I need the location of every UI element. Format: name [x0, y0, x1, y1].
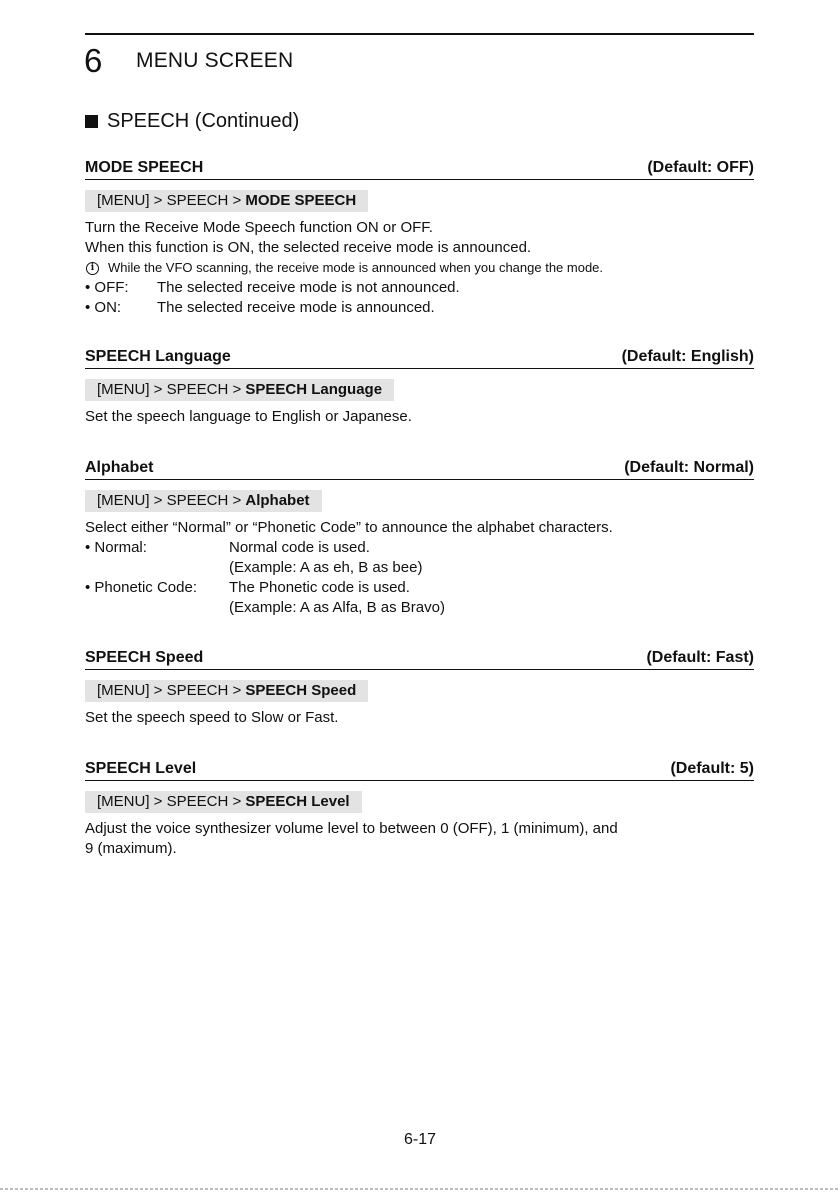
- description-line: Select either “Normal” or “Phonetic Code” to announce the alphabet characters.: [85, 519, 613, 536]
- item-default: (Default: English): [621, 348, 754, 365]
- item-speech-level: [85, 759, 754, 859]
- item-header: [85, 759, 754, 781]
- section-heading-text: SPEECH (Continued): [107, 110, 300, 132]
- info-note-text: While the VFO scanning, the receive mode is announced when you change the mode.: [108, 260, 604, 275]
- chapter-title: MENU SCREEN: [136, 49, 294, 72]
- description-line: Turn the Receive Mode Speech function ON or OFF.: [85, 219, 433, 236]
- bottom-border: [0, 1188, 840, 1190]
- option-desc: Normal code is used.: [229, 539, 370, 556]
- item-speech-speed: [85, 648, 754, 728]
- option-row: [85, 298, 754, 318]
- top-rule: [85, 33, 754, 35]
- description-line: Adjust the voice synthesizer volume level to between 0 (OFF), 1 (minimum), and: [85, 820, 618, 837]
- item-default: (Default: 5): [670, 760, 754, 777]
- section-heading: [85, 108, 299, 134]
- page-number: 6-17: [403, 1131, 437, 1148]
- item-title: SPEECH Language: [85, 348, 231, 365]
- option-row: [85, 278, 754, 298]
- menu-path-prefix: [MENU] > SPEECH >: [97, 682, 246, 699]
- option-desc: The selected receive mode is announced.: [157, 299, 435, 316]
- item-default: (Default: OFF): [647, 159, 754, 176]
- item-header: [85, 347, 754, 369]
- item-title: SPEECH Speed: [85, 649, 204, 666]
- menu-path-prefix: [MENU] > SPEECH >: [97, 492, 246, 509]
- item-title: SPEECH Level: [85, 760, 197, 777]
- menu-path-target: Alphabet: [245, 492, 310, 509]
- option-example: (Example: A as Alfa, B as Bravo): [229, 599, 445, 616]
- menu-path-target: SPEECH Speed: [245, 682, 357, 699]
- item-header: [85, 458, 754, 480]
- menu-path-target: SPEECH Level: [245, 793, 350, 810]
- info-icon: i: [86, 262, 99, 275]
- option-row: [85, 538, 754, 558]
- item-header: [85, 648, 754, 670]
- option-term: • OFF:: [85, 279, 129, 296]
- menu-path: [85, 190, 368, 212]
- menu-path-prefix: [MENU] > SPEECH >: [97, 793, 246, 810]
- item-mode-speech: [85, 158, 754, 318]
- square-bullet-icon: [85, 115, 98, 128]
- description-line: Set the speech speed to Slow or Fast.: [85, 709, 339, 726]
- menu-path-prefix: [MENU] > SPEECH >: [97, 381, 246, 398]
- option-term: • Normal:: [85, 539, 147, 556]
- description-line: Set the speech language to English or Japanese.: [85, 408, 412, 425]
- description-line: When this function is ON, the selected receive mode is announced.: [85, 239, 532, 256]
- description-line: 9 (maximum).: [85, 840, 177, 857]
- item-default: (Default: Fast): [646, 649, 754, 666]
- menu-path-target: SPEECH Language: [245, 381, 383, 398]
- option-term: • ON:: [85, 299, 122, 316]
- option-row: [85, 578, 754, 598]
- item-title: MODE SPEECH: [85, 159, 204, 176]
- item-default: (Default: Normal): [624, 459, 754, 476]
- item-speech-language: [85, 347, 754, 427]
- menu-path-target: MODE SPEECH: [245, 192, 357, 209]
- menu-path: [85, 791, 362, 813]
- item-alphabet: [85, 458, 754, 618]
- menu-path: [85, 680, 368, 702]
- chapter-number: 6: [84, 42, 103, 79]
- item-header: [85, 158, 754, 180]
- option-desc: The selected receive mode is not announced.: [157, 279, 460, 296]
- menu-path-prefix: [MENU] > SPEECH >: [97, 192, 246, 209]
- option-example: (Example: A as eh, B as bee): [229, 559, 423, 576]
- option-desc: The Phonetic code is used.: [229, 579, 410, 596]
- menu-path: [85, 490, 322, 512]
- option-term: • Phonetic Code:: [85, 579, 197, 596]
- menu-path: [85, 379, 394, 401]
- item-title: Alphabet: [85, 459, 154, 476]
- info-note: [85, 258, 754, 278]
